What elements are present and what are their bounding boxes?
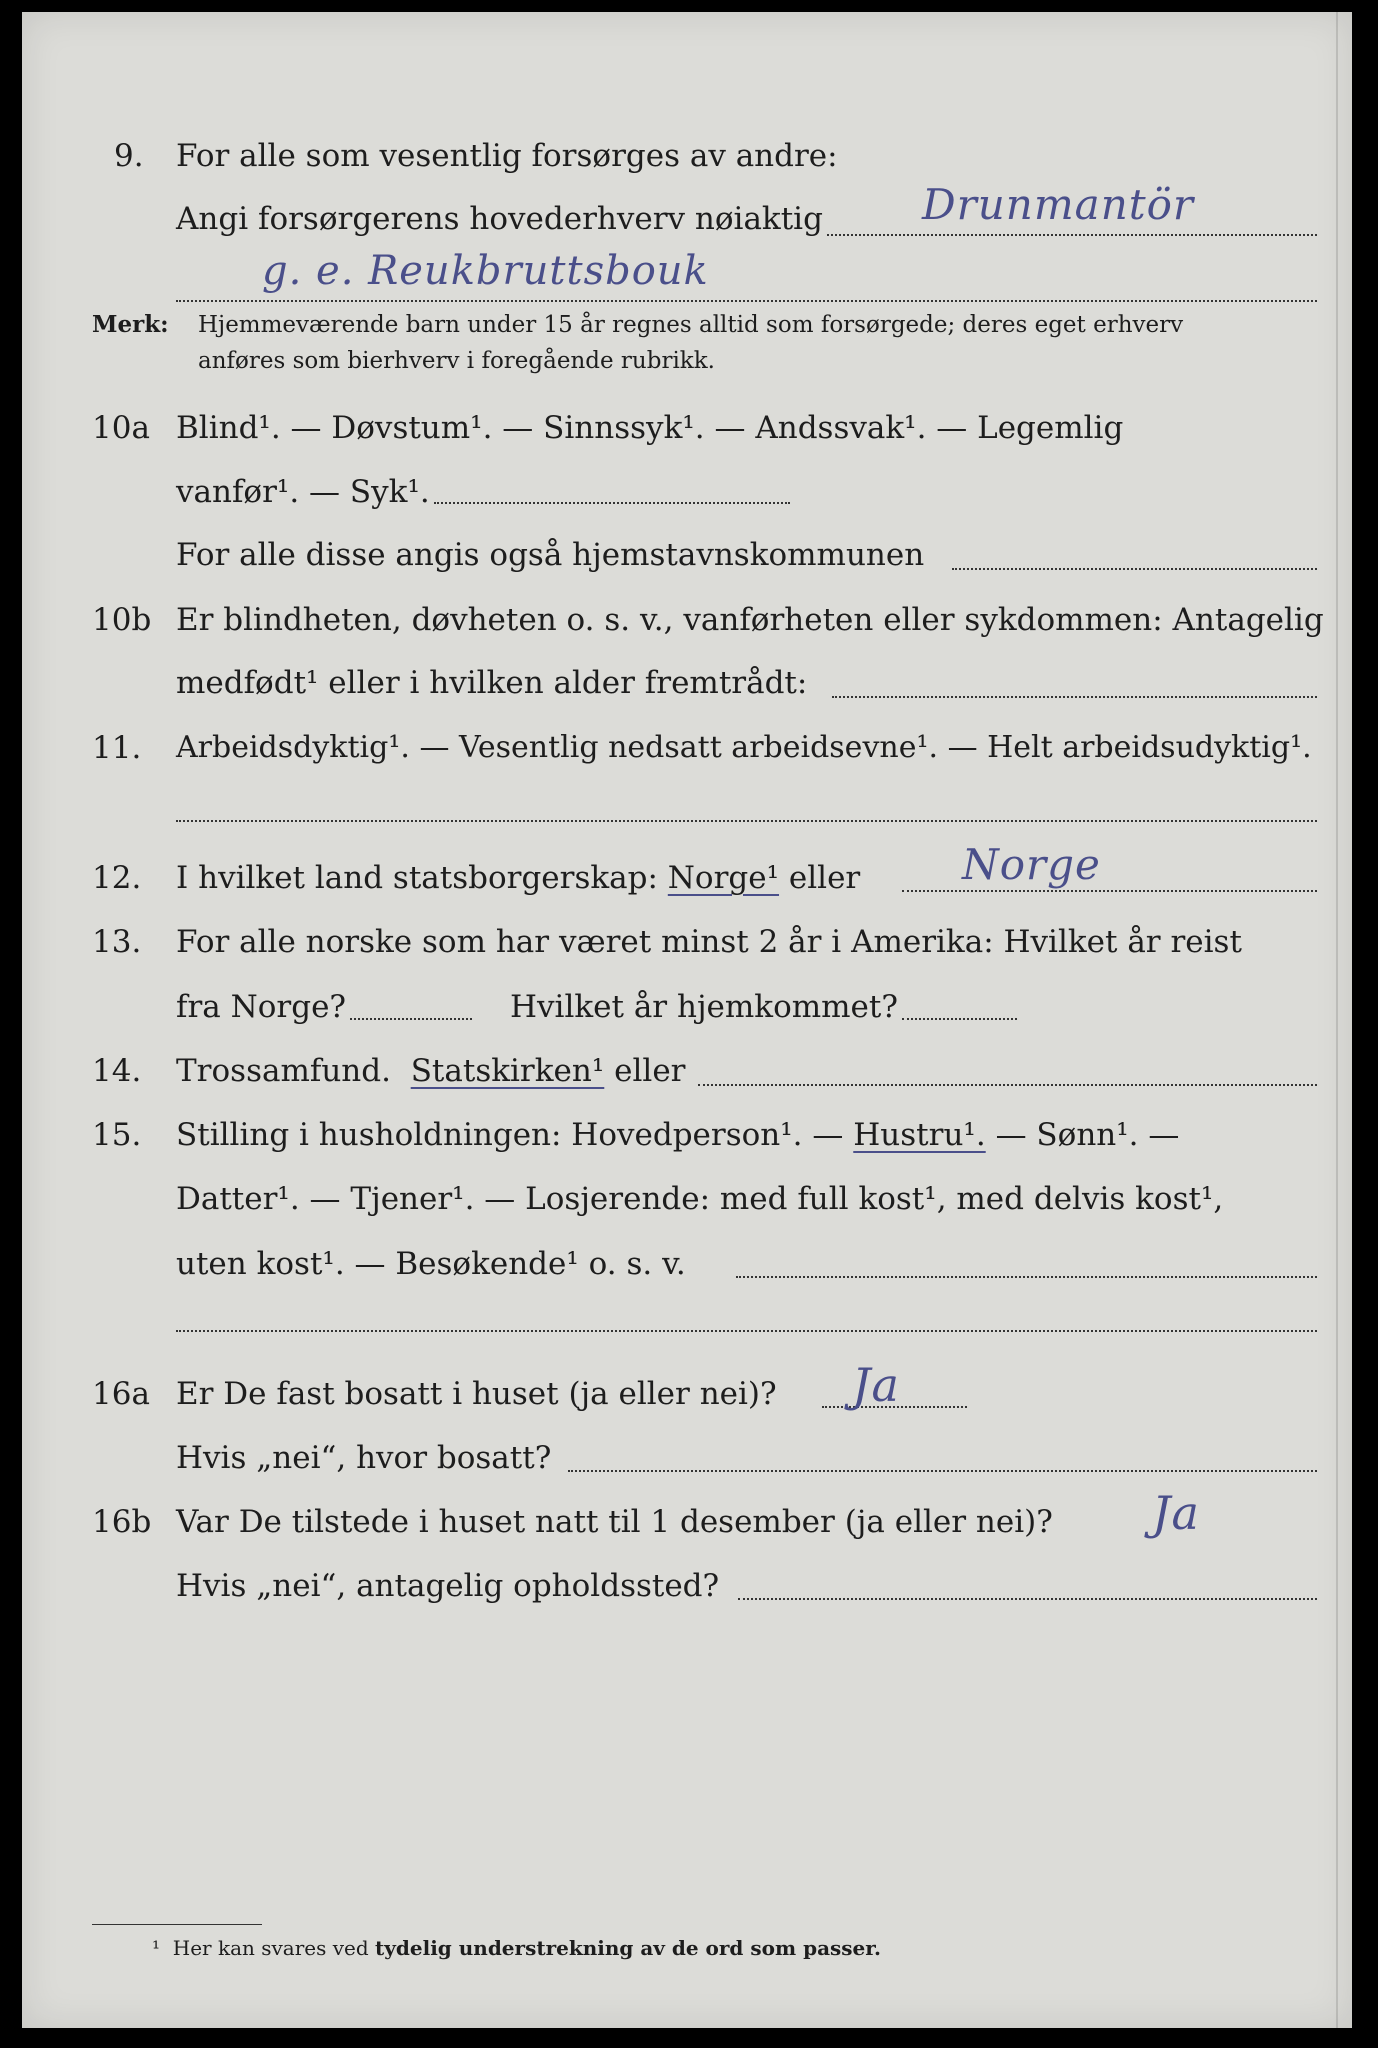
q13-hjem-line (902, 1018, 1017, 1020)
q13-line2b: Hvilket år hjemkommet? (510, 989, 898, 1025)
q15-hustru-underlined: Hustru¹. (853, 1117, 986, 1153)
q16b-handwritten-answer: Ja (1152, 1486, 1200, 1540)
q16b-line1: Var De tilstede i huset natt til 1 desember (ja eller nei)? (176, 1504, 1053, 1540)
q12-suffix: eller (788, 860, 861, 896)
q14-answer-line (698, 1084, 1317, 1086)
q12-handwritten-country: Norge (962, 840, 1101, 889)
q11-number: 11. (92, 730, 142, 766)
q12-number: 12. (92, 860, 142, 896)
q14-prefix: Trossamfund. (176, 1053, 391, 1089)
merk-label: Merk: (92, 311, 169, 338)
q13-line2a: fra Norge? (176, 989, 347, 1025)
merk-line1: Hjemmeværende barn under 15 år regnes alltid som forsørgede; deres eget erhverv (198, 312, 1184, 338)
q9-answer-line2 (176, 300, 1317, 302)
q16b-number: 16b (92, 1504, 152, 1540)
q14-number: 14. (92, 1053, 142, 1089)
q15-line3: uten kost¹. — Besøkende¹ o. s. v. (176, 1246, 686, 1282)
q11-line1: Arbeidsdyktig¹. — Vesentlig nedsatt arbeidsevne¹. — Helt arbeidsudyktig¹. (176, 730, 1312, 765)
footnote-mark: ¹ (152, 1936, 161, 1960)
footnote-rule (92, 1924, 262, 1925)
q15-line1b: — Sønn¹. — (995, 1117, 1180, 1153)
q15-line1 (176, 1115, 1179, 1155)
q11-answer-line (176, 820, 1317, 822)
footnote-text2: tydelig understrekning av de ord som passer. (375, 1936, 881, 1960)
q10a-answer-line (434, 502, 790, 504)
form-page (22, 12, 1352, 2028)
q10a-kommune-line (952, 568, 1317, 570)
q15-line2: Datter¹. — Tjener¹. — Losjerende: med full kost¹, med delvis kost¹, (176, 1181, 1224, 1217)
q16b-line2: Hvis „nei“, antagelig opholdssted? (176, 1568, 720, 1604)
q15-answer-line (736, 1276, 1317, 1278)
q9-handwritten-occupation: Drunmantör (922, 180, 1195, 229)
q12-norge-underlined: Norge¹ (667, 860, 780, 896)
q9-handwritten-detail: g. e. Reukbruttsbouk (262, 248, 709, 294)
q14-suffix: eller (614, 1053, 686, 1089)
q10a-line2: vanfør¹. — Syk¹. (176, 474, 430, 510)
q10b-line2: medfødt¹ eller i hvilken alder fremtrådt: (176, 665, 808, 701)
q15-extra-line (176, 1330, 1317, 1332)
q16a-line1: Er De fast bosatt i huset (ja eller nei)? (176, 1376, 777, 1412)
merk-line2: anføres som bierhverv i foregående rubrikk. (198, 348, 715, 374)
q10a-line3: For alle disse angis også hjemstavnskommunen (176, 537, 925, 573)
q9-answer-line1 (827, 234, 1317, 236)
q9-line1: For alle som vesentlig forsørges av andre: (176, 138, 838, 174)
q14-statskirken-underlined: Statskirken¹ (410, 1053, 605, 1089)
q10b-answer-line (832, 696, 1317, 698)
footnote-text1: Her kan svares ved (172, 1936, 369, 1960)
footnote (152, 1936, 881, 1960)
q13-line1: For alle norske som har været minst 2 år i Amerika: Hvilket år reist (176, 924, 1242, 960)
q9-line2: Angi forsørgerens hovederhverv nøiaktig (176, 201, 823, 237)
q12-line (176, 858, 860, 898)
q10b-number: 10b (92, 602, 152, 638)
q9-number: 9. (114, 138, 144, 174)
q15-number: 15. (92, 1117, 142, 1153)
q16b-opholdssted-line (738, 1598, 1317, 1600)
q15-line1a: Stilling i husholdningen: Hovedperson¹. — (176, 1117, 844, 1153)
q14-line (176, 1051, 685, 1091)
q16a-bosatt-line (568, 1470, 1317, 1472)
q10a-number: 10a (92, 410, 150, 446)
q13-reist-line (350, 1018, 472, 1020)
q12-prefix: I hvilket land statsborgerskap: (176, 860, 658, 896)
q16a-handwritten-answer: Ja (852, 1358, 900, 1412)
q16a-number: 16a (92, 1376, 150, 1412)
q10b-line1: Er blindheten, døvheten o. s. v., vanførheten eller sykdommen: Antagelig (176, 602, 1324, 638)
q16a-line2: Hvis „nei“, hvor bosatt? (176, 1440, 552, 1476)
q12-answer-line (902, 890, 1317, 892)
q13-number: 13. (92, 924, 142, 960)
q10a-line1: Blind¹. — Døvstum¹. — Sinnssyk¹. — Andssvak¹. — Legemlig (176, 410, 1124, 446)
